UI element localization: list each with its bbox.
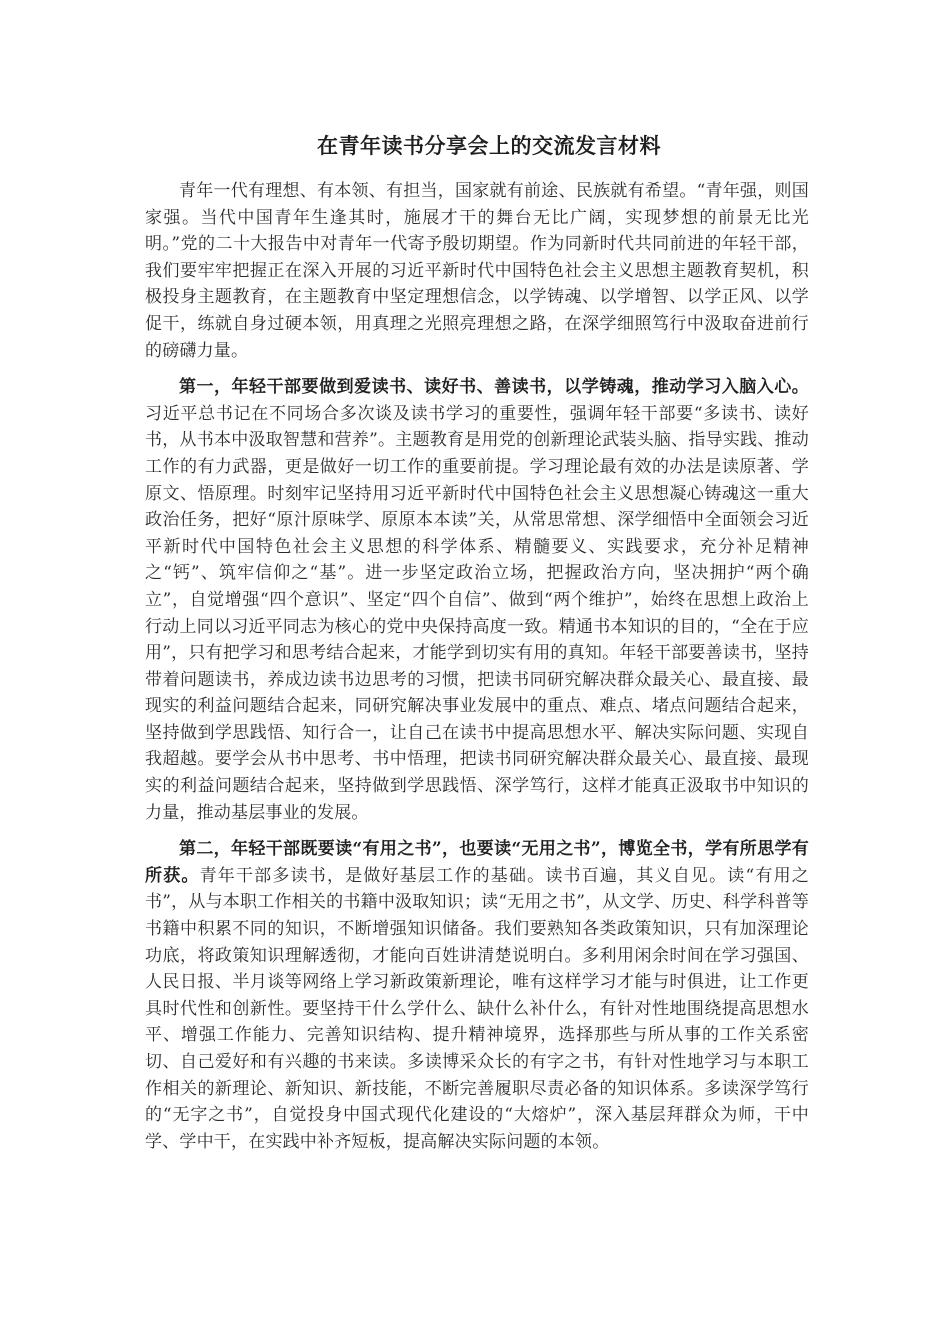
paragraph-first-point [145, 374, 809, 826]
document-title: 在青年读书分享会上的交流发言材料 [317, 134, 661, 158]
paragraph-second-point [145, 836, 809, 1155]
paragraph-body: 青年一代有理想、有本领、有担当，国家就有前途、民族就有希望。“青年强，则国家强。当代中国青年生逢其时，施展才干的舞台无比广阔，实现梦想的前景无比光明。”党的二十大报告中对青年一代寄予殷切期望。作为同新时代共同前进的年轻干部，我们要牢牢把握正在深入开展的习近平新时代中国特色社会主义思想主题教育契机，积极投身主题教育，在主题教育中坚定理想信念，以学铸魂、以学增智、以学正风、以学促干，练就自身过硬本领，用真理之光照亮理想之路，在深学细照笃行中汲取奋进前行的磅礴力量。 [145, 181, 809, 361]
paragraph-body: 习近平总书记在不同场合多次谈及读书学习的重要性，强调年轻干部要“多读书、读好书，从书本中汲取智慧和营养”。主题教育是用党的创新理论武装头脑、指导实践、推动工作的有力武器，更是做好一切工作的重要前提。学习理论最有效的办法是读原著、学原文、悟原理。时刻牢记坚持用习近平新时代中国特色社会主义思想凝心铸魂这一重大政治任务，把好“原汁原味学、原原本本读”关，从常思常想、深学细悟中全面领会习近平新时代中国特色社会主义思想的科学体系、精髓要义、实践要求，充分补足精神之“钙”、筑牢信仰之“基”。进一步坚定政治立场，把握政治方向，坚决拥护“两个确立”，自觉增强“四个意识”、坚定“四个自信”、做到“两个维护”，始终在思想上政治上行动上同以习近平同志为核心的党中央保持高度一致。精通书本知识的目的，“全在于应用”，只有把学习和思考结合起来，才能学到切实有用的真知。年轻干部要善读书，坚持带着问题读书，养成边读书边思考的习惯，把读书同研究解决群众最关心、最直接、最现实的利益问题结合起来，同研究解决事业发展中的重点、难点、堵点问题结合起来，坚持做到学思践悟、知行合一，让自己在读书中提高思想水平、解决实际问题、实现自我超越。要学会从书中思考、书中悟理，把读书同研究解决群众最关心、最直接、最现实的利益问题结合起来，坚持做到学思践悟、深学笃行，这样才能真正汲取书中知识的力量，推动基层事业的发展。 [145, 403, 809, 823]
paragraph-lead: 第二，年轻干部既要读“有用之书”，也要读“无用之书”，博览全书，学有所思学有所获。 [145, 839, 809, 886]
paragraph-lead: 第一，年轻干部要做到爱读书、读好书、善读书，以学铸魂，推动学习入脑入心。 [179, 377, 809, 398]
paragraph-body: 青年干部多读书，是做好基层工作的基础。读书百遍，其义自见。读“有用之书”，从与本职工作相关的书籍中汲取知识；读“无用之书”，从文学、历史、科学科普等书籍中积累不同的知识，不断增强知识储备。我们要熟知各类政策知识，只有加深理论功底，将政策知识理解透彻，才能向百姓讲清楚说明白。多利用闲余时间在学习强国、人民日报、半月谈等网络上学习新政策新理论，唯有这样学习才能与时俱进，让工作更具时代性和创新性。要坚持干什么学什么、缺什么补什么，有针对性地围绕提高思想水平、增强工作能力、完善知识结构、提升精神境界，选择那些与所从事的工作关系密切、自己爱好和有兴趣的书来读。多读博采众长的有字之书，有针对性地学习与本职工作相关的新理论、新知识、新技能，不断完善履职尽责必备的知识体系。多读深学笃行的“无字之书”，自觉投身中国式现代化建设的“大熔炉”，深入基层拜群众为师，干中学、学中干，在实践中补齐短板，提高解决实际问题的本领。 [145, 865, 809, 1152]
paragraph-intro [145, 178, 809, 364]
document-page [145, 130, 809, 1155]
